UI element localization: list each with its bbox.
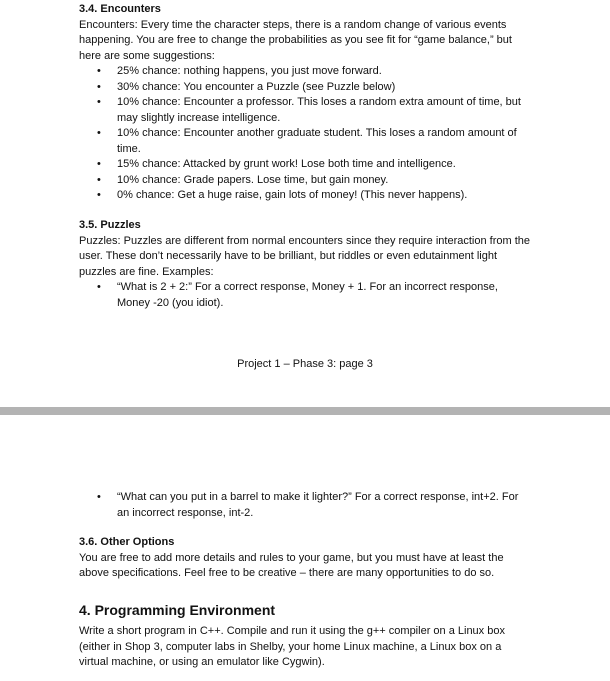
- page-footer: Project 1 – Phase 3: page 3: [237, 358, 373, 370]
- list-item: • 25% chance: nothing happens, you just move forward.: [97, 65, 382, 77]
- puzzles-list: [79, 280, 530, 311]
- list-item: • 0% chance: Get a huge raise, gain lots of money! (This never happens).: [97, 189, 468, 201]
- list-item: • 10% chance: Grade papers. Lose time, but gain money.: [97, 173, 389, 186]
- puzzles-intro: Puzzles: Puzzles are different from normal encounters since they require interaction from the user. These don’t necessarily have to be brilliant, but riddles or even edutainment light puzzles are fine. Examples:: [79, 234, 531, 278]
- section-puzzles: [79, 218, 530, 311]
- section-heading-encounters: 3.4. Encounters: [79, 3, 161, 15]
- document-page-2: [0, 415, 610, 681]
- list-item: • 10% chance: Encounter another graduate student. This loses a random amount of time.: [97, 127, 517, 155]
- section-programming-environment: [79, 601, 530, 671]
- list-item: • “What can you put in a barrel to make it lighter?” For a correct response, int+2. For an incorrect response, int-2.: [97, 491, 519, 519]
- list-item: • “What is 2 + 2:” For a correct response, Money + 1. For an incorrect response, Money -20 (you idiot).: [97, 281, 498, 309]
- programming-environment-body: Write a short program in C++. Compile and run it using the g++ compiler on a Linux box (either in Shop 3, computer labs in Shelby, your home Linux machine, a Linux box on a virtual machine, or using an emulator like Cygwin).: [79, 625, 505, 668]
- encounters-list: [79, 64, 530, 204]
- section-heading-puzzles: 3.5. Puzzles: [79, 219, 141, 231]
- list-item: • 10% chance: Encounter a professor. This loses a random extra amount of time, but may slightly increase intelligence.: [97, 96, 521, 124]
- page-separator: [0, 407, 610, 415]
- encounters-intro: Encounters: Every time the character steps, there is a random change of various events happening. You are free to change the probabilities as you see fit for “game balance,” but here are some suggestions:: [79, 18, 512, 62]
- other-options-body: You are free to add more details and rules to your game, but you must have at least the above specifications. Feel free to be creative – there are many opportunities to do so.: [79, 551, 504, 579]
- list-item: • 30% chance: You encounter a Puzzle (see Puzzle below): [97, 80, 396, 93]
- section-other-options: [79, 535, 530, 582]
- section-heading-programming-environment: 4. Programming Environment: [79, 602, 276, 618]
- section-encounters: [79, 2, 530, 204]
- puzzles-list-continued: [79, 490, 530, 521]
- section-heading-other-options: 3.6. Other Options: [79, 536, 175, 548]
- list-item: • 15% chance: Attacked by grunt work! Lose both time and intelligence.: [97, 158, 456, 170]
